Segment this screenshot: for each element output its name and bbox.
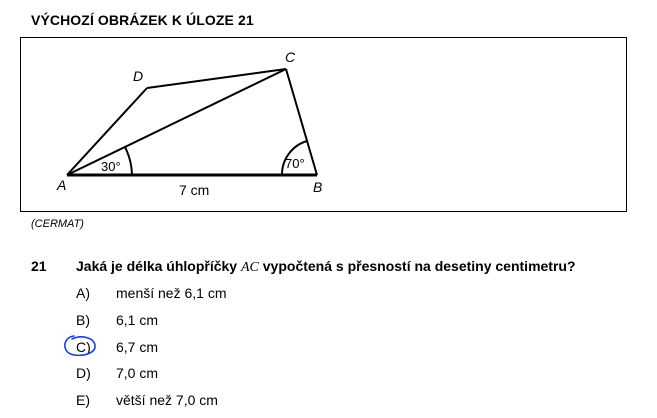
- vertex-label-b: B: [313, 179, 323, 195]
- question-text-end: vypočtená s přesností na desetiny centimetru?: [258, 258, 576, 274]
- angle-arc-a: [125, 147, 132, 175]
- option-letter: B): [76, 312, 90, 328]
- side-length-ab: 7 cm: [179, 182, 210, 198]
- question-number: 21: [31, 258, 47, 274]
- option-text: 7,0 cm: [116, 365, 159, 381]
- source-credit: (CERMAT): [31, 218, 84, 230]
- option-letter: D): [76, 365, 91, 381]
- vertex-label-d: D: [133, 68, 144, 84]
- option-letter: C): [76, 339, 91, 355]
- question-text-start: Jaká je délka úhlopříčky: [76, 258, 241, 274]
- vertex-label-a: A: [57, 177, 67, 193]
- option-a[interactable]: [76, 285, 227, 301]
- option-e[interactable]: [76, 392, 218, 408]
- answer-circle-mark: [62, 333, 98, 359]
- option-text: větší než 7,0 cm: [116, 392, 218, 408]
- option-letter: E): [76, 392, 90, 408]
- angle-label-a: 30°: [101, 159, 121, 174]
- option-b[interactable]: [76, 312, 158, 328]
- option-text: 6,7 cm: [116, 339, 159, 355]
- option-d[interactable]: [76, 365, 158, 381]
- quadrilateral-figure: [20, 37, 627, 212]
- option-text: 6,1 cm: [116, 312, 159, 328]
- vertex-label-c: C: [285, 49, 296, 65]
- diagonal-variable: AC: [240, 260, 259, 275]
- angle-label-b: 70°: [285, 156, 305, 171]
- option-letter: A): [76, 285, 90, 301]
- option-text: menší než 6,1 cm: [116, 285, 227, 301]
- question-text: [76, 258, 576, 276]
- figure-title: VÝCHOZÍ OBRÁZEK K ÚLOZE 21: [31, 12, 254, 28]
